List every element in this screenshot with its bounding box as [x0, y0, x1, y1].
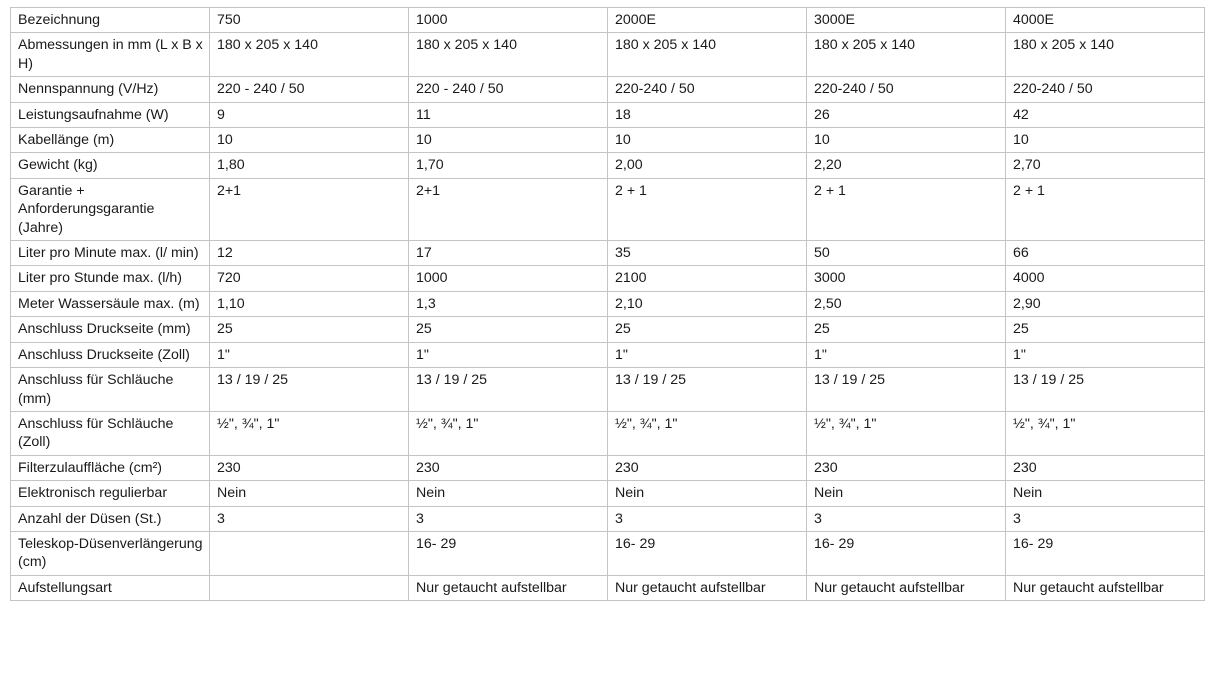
- row-label-cell: Meter Wassersäule max. (m): [11, 291, 210, 316]
- row-label-cell: Nennspannung (V/Hz): [11, 77, 210, 102]
- value-cell: 25: [210, 317, 409, 342]
- value-cell: Nur getaucht aufstellbar: [409, 575, 608, 600]
- row-label-cell: Anschluss für Schläuche (Zoll): [11, 411, 210, 455]
- value-cell: Nein: [1006, 481, 1205, 506]
- value-cell: 230: [409, 455, 608, 480]
- value-cell: 3000E: [807, 8, 1006, 33]
- value-cell: 16- 29: [807, 531, 1006, 575]
- value-cell: 35: [608, 241, 807, 266]
- value-cell: 230: [210, 455, 409, 480]
- row-label-cell: Leistungsaufnahme (W): [11, 102, 210, 127]
- row-label-cell: Aufstellungsart: [11, 575, 210, 600]
- table-row: [11, 291, 1205, 316]
- value-cell: 720: [210, 266, 409, 291]
- table-row: [11, 317, 1205, 342]
- value-cell: ½", ¾", 1": [409, 411, 608, 455]
- table-row: [11, 531, 1205, 575]
- value-cell: 3000: [807, 266, 1006, 291]
- value-cell: 11: [409, 102, 608, 127]
- value-cell: 2,50: [807, 291, 1006, 316]
- value-cell: 10: [608, 128, 807, 153]
- value-cell: [210, 531, 409, 575]
- value-cell: 180 x 205 x 140: [1006, 33, 1205, 77]
- spec-table: [10, 7, 1205, 601]
- value-cell: 25: [1006, 317, 1205, 342]
- table-row: [11, 506, 1205, 531]
- value-cell: 2 + 1: [608, 178, 807, 240]
- value-cell: 1": [1006, 342, 1205, 367]
- table-row: [11, 8, 1205, 33]
- value-cell: 1,70: [409, 153, 608, 178]
- value-cell: 3: [210, 506, 409, 531]
- value-cell: 16- 29: [1006, 531, 1205, 575]
- value-cell: 13 / 19 / 25: [210, 368, 409, 412]
- value-cell: 220 - 240 / 50: [210, 77, 409, 102]
- value-cell: 10: [807, 128, 1006, 153]
- row-label-cell: Garantie + Anforderungsgarantie (Jahre): [11, 178, 210, 240]
- table-row: [11, 368, 1205, 412]
- table-row: [11, 178, 1205, 240]
- row-label-cell: Filterzulauffläche (cm²): [11, 455, 210, 480]
- value-cell: 2,90: [1006, 291, 1205, 316]
- value-cell: 42: [1006, 102, 1205, 127]
- row-label-cell: Anschluss Druckseite (mm): [11, 317, 210, 342]
- value-cell: 1,80: [210, 153, 409, 178]
- value-cell: 17: [409, 241, 608, 266]
- value-cell: 230: [1006, 455, 1205, 480]
- table-row: [11, 481, 1205, 506]
- value-cell: 220 - 240 / 50: [409, 77, 608, 102]
- row-label-cell: Anschluss für Schläuche (mm): [11, 368, 210, 412]
- value-cell: 2,70: [1006, 153, 1205, 178]
- value-cell: 220-240 / 50: [608, 77, 807, 102]
- value-cell: 2+1: [210, 178, 409, 240]
- row-label-cell: Bezeichnung: [11, 8, 210, 33]
- table-row: [11, 411, 1205, 455]
- row-label-cell: Liter pro Minute max. (l/ min): [11, 241, 210, 266]
- value-cell: Nur getaucht aufstellbar: [1006, 575, 1205, 600]
- value-cell: 50: [807, 241, 1006, 266]
- value-cell: 1": [807, 342, 1006, 367]
- row-label-cell: Anschluss Druckseite (Zoll): [11, 342, 210, 367]
- value-cell: 2 + 1: [1006, 178, 1205, 240]
- value-cell: 2+1: [409, 178, 608, 240]
- value-cell: 2,10: [608, 291, 807, 316]
- value-cell: 16- 29: [409, 531, 608, 575]
- value-cell: 1,10: [210, 291, 409, 316]
- table-row: [11, 128, 1205, 153]
- value-cell: Nein: [210, 481, 409, 506]
- value-cell: 3: [409, 506, 608, 531]
- value-cell: 10: [1006, 128, 1205, 153]
- value-cell: 1": [608, 342, 807, 367]
- row-label-cell: Elektronisch regulierbar: [11, 481, 210, 506]
- value-cell: Nur getaucht aufstellbar: [608, 575, 807, 600]
- value-cell: 10: [409, 128, 608, 153]
- value-cell: 25: [608, 317, 807, 342]
- value-cell: 1000: [409, 8, 608, 33]
- table-row: [11, 455, 1205, 480]
- value-cell: ½", ¾", 1": [210, 411, 409, 455]
- row-label-cell: Liter pro Stunde max. (l/h): [11, 266, 210, 291]
- row-label-cell: Teleskop-Düsenverlängerung (cm): [11, 531, 210, 575]
- value-cell: 3: [1006, 506, 1205, 531]
- value-cell: 1,3: [409, 291, 608, 316]
- value-cell: [210, 575, 409, 600]
- value-cell: 18: [608, 102, 807, 127]
- value-cell: 230: [608, 455, 807, 480]
- table-row: [11, 153, 1205, 178]
- value-cell: 3: [608, 506, 807, 531]
- value-cell: ½", ¾", 1": [608, 411, 807, 455]
- value-cell: 1000: [409, 266, 608, 291]
- value-cell: 12: [210, 241, 409, 266]
- row-label-cell: Anzahl der Düsen (St.): [11, 506, 210, 531]
- value-cell: 3: [807, 506, 1006, 531]
- value-cell: 25: [409, 317, 608, 342]
- value-cell: 230: [807, 455, 1006, 480]
- row-label-cell: Gewicht (kg): [11, 153, 210, 178]
- table-row: [11, 575, 1205, 600]
- value-cell: 2,20: [807, 153, 1006, 178]
- value-cell: 2100: [608, 266, 807, 291]
- value-cell: Nein: [409, 481, 608, 506]
- value-cell: 180 x 205 x 140: [210, 33, 409, 77]
- value-cell: 16- 29: [608, 531, 807, 575]
- value-cell: 25: [807, 317, 1006, 342]
- value-cell: 9: [210, 102, 409, 127]
- spec-table-body: [11, 8, 1205, 601]
- table-row: [11, 241, 1205, 266]
- value-cell: 13 / 19 / 25: [608, 368, 807, 412]
- value-cell: 13 / 19 / 25: [409, 368, 608, 412]
- value-cell: 13 / 19 / 25: [807, 368, 1006, 412]
- value-cell: 220-240 / 50: [807, 77, 1006, 102]
- value-cell: 2,00: [608, 153, 807, 178]
- value-cell: 180 x 205 x 140: [409, 33, 608, 77]
- value-cell: 750: [210, 8, 409, 33]
- table-row: [11, 266, 1205, 291]
- value-cell: 26: [807, 102, 1006, 127]
- value-cell: ½", ¾", 1": [1006, 411, 1205, 455]
- table-row: [11, 33, 1205, 77]
- value-cell: 10: [210, 128, 409, 153]
- value-cell: 66: [1006, 241, 1205, 266]
- table-row: [11, 342, 1205, 367]
- row-label-cell: Kabellänge (m): [11, 128, 210, 153]
- table-row: [11, 102, 1205, 127]
- value-cell: 2 + 1: [807, 178, 1006, 240]
- value-cell: Nein: [807, 481, 1006, 506]
- value-cell: 180 x 205 x 140: [608, 33, 807, 77]
- value-cell: Nur getaucht aufstellbar: [807, 575, 1006, 600]
- value-cell: 4000: [1006, 266, 1205, 291]
- value-cell: 180 x 205 x 140: [807, 33, 1006, 77]
- value-cell: 13 / 19 / 25: [1006, 368, 1205, 412]
- value-cell: 1": [409, 342, 608, 367]
- value-cell: 1": [210, 342, 409, 367]
- value-cell: 220-240 / 50: [1006, 77, 1205, 102]
- value-cell: 2000E: [608, 8, 807, 33]
- value-cell: Nein: [608, 481, 807, 506]
- value-cell: 4000E: [1006, 8, 1205, 33]
- value-cell: ½", ¾", 1": [807, 411, 1006, 455]
- table-row: [11, 77, 1205, 102]
- row-label-cell: Abmessungen in mm (L x B x H): [11, 33, 210, 77]
